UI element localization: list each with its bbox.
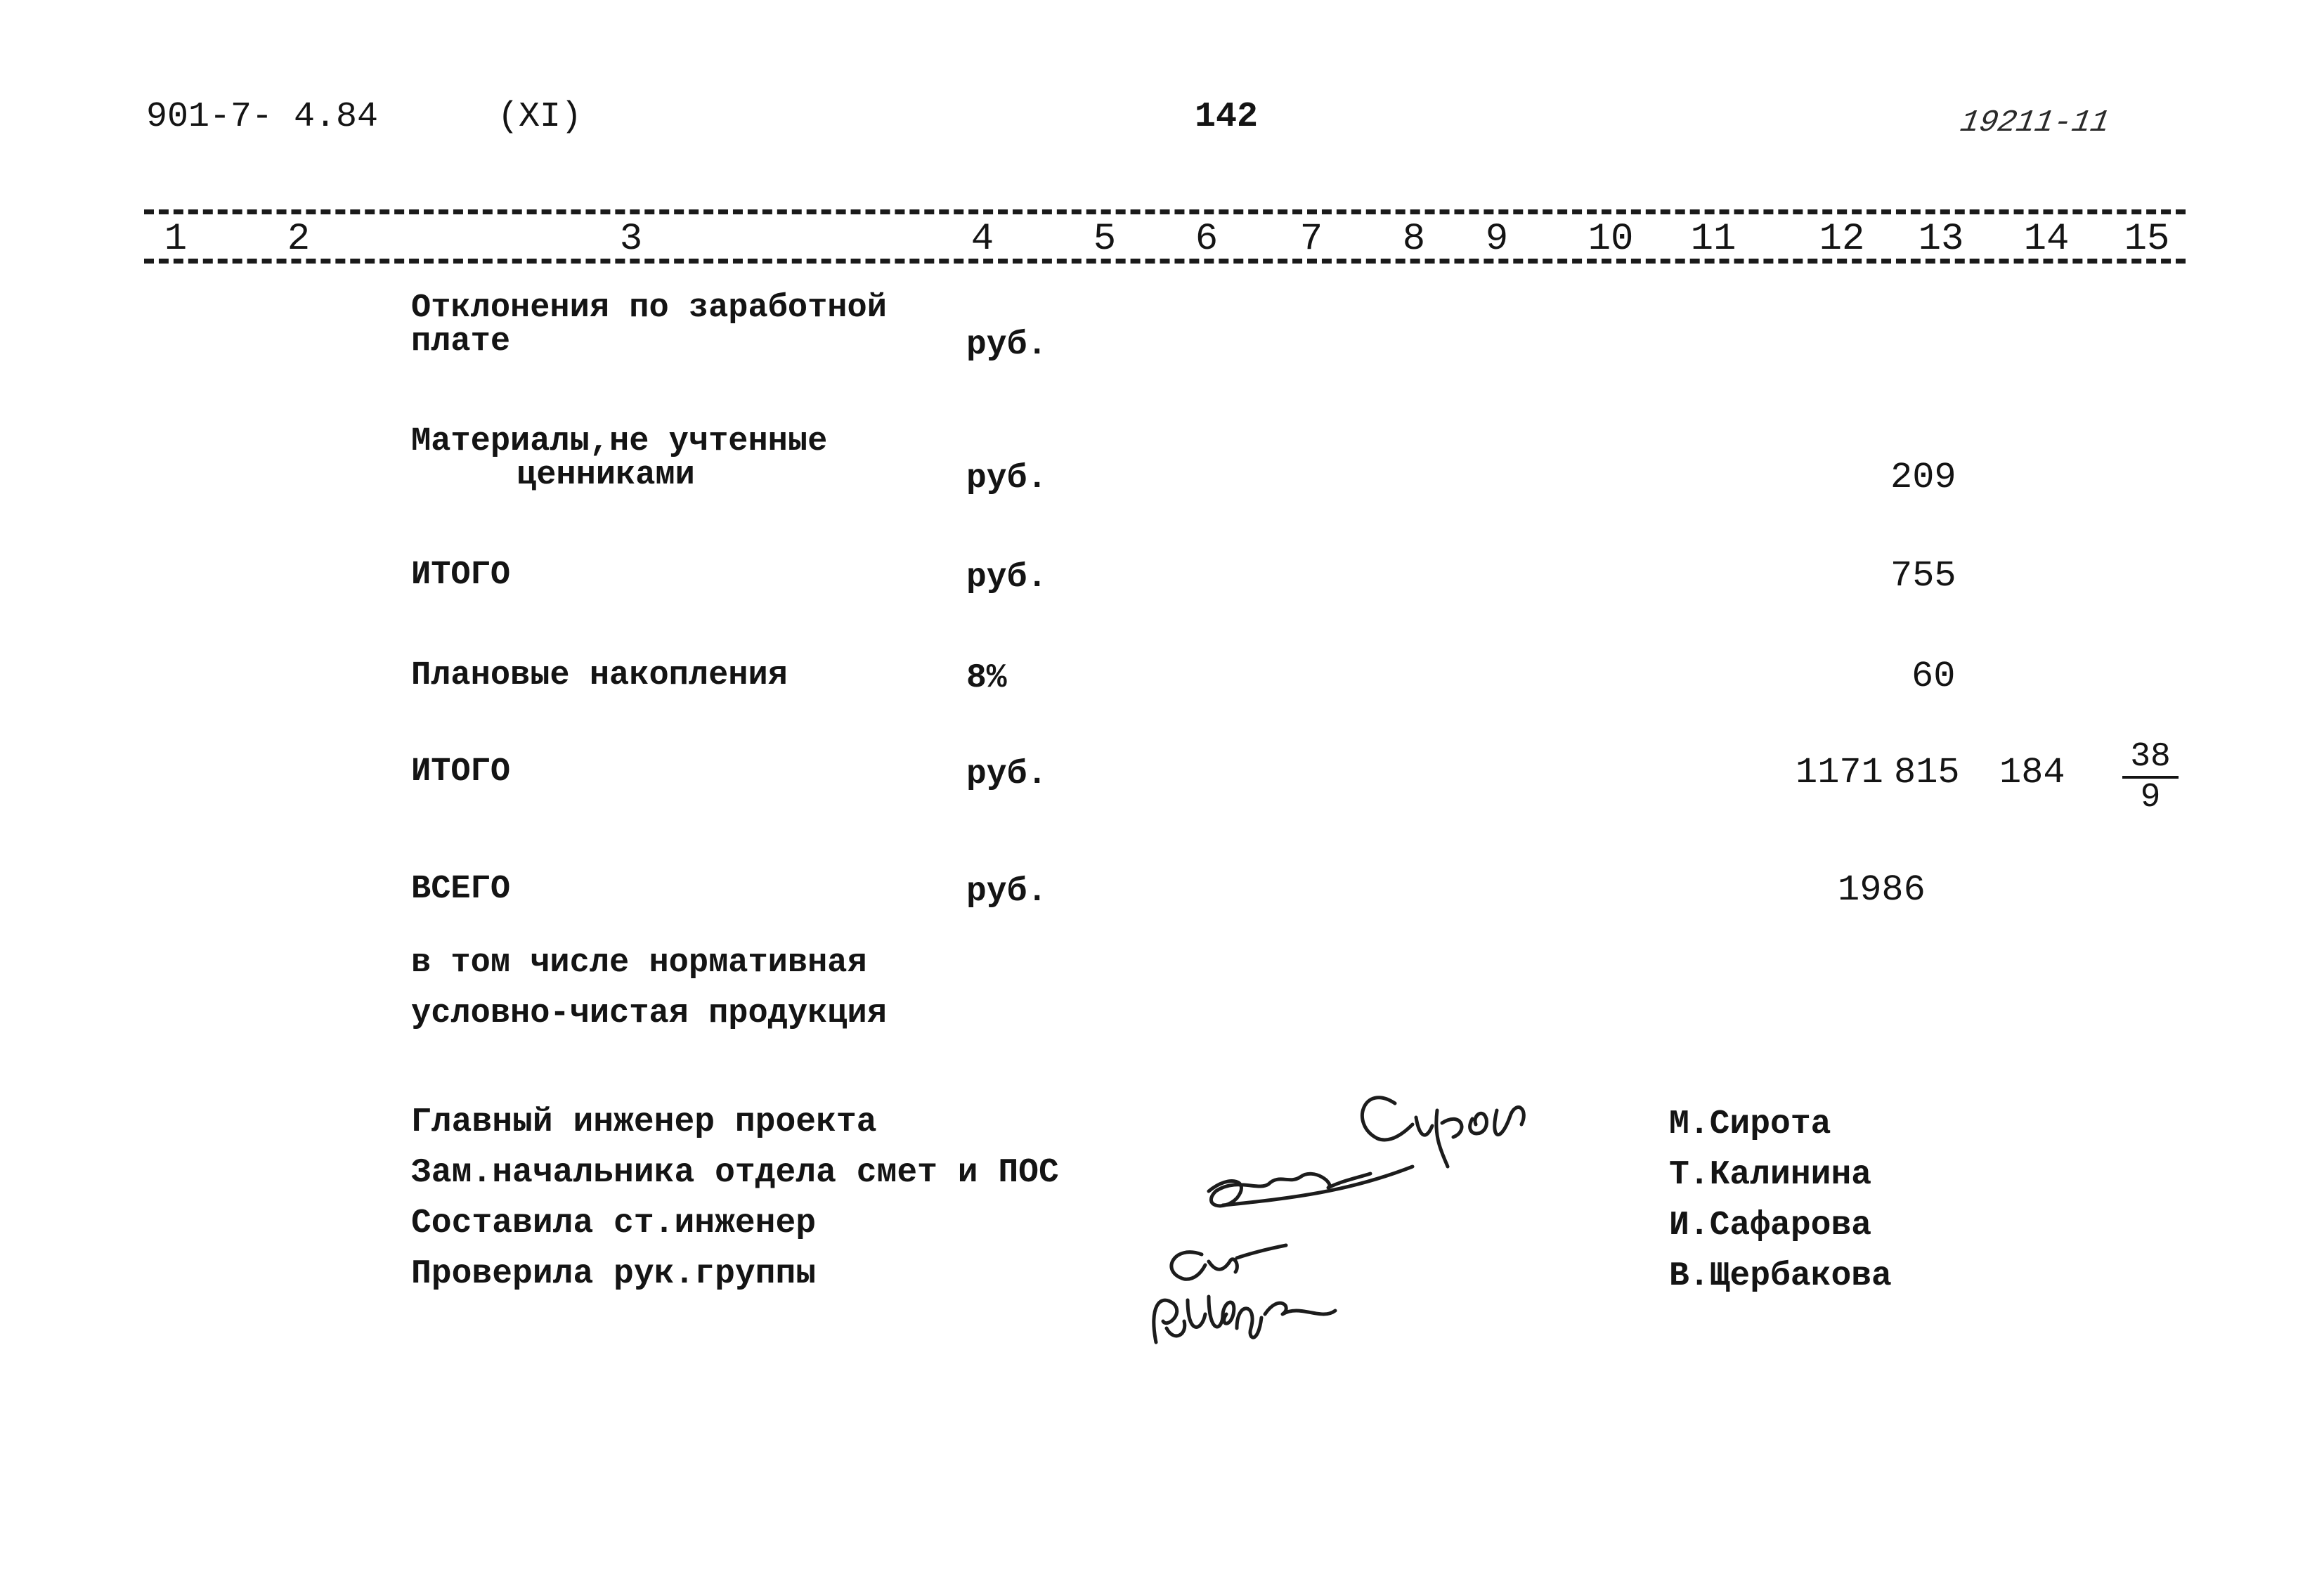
signatory-role: Зам.начальника отдела смет и ПОС xyxy=(411,1154,1059,1192)
cell-value: 815 xyxy=(1894,752,1960,793)
row-label: ИТОГО xyxy=(411,753,511,791)
column-number: 8 xyxy=(1402,218,1426,261)
row-label-line: условно-чистая продукция xyxy=(411,995,887,1032)
cell-value: 209 xyxy=(1890,457,1956,498)
signature-safarova xyxy=(1171,1245,1286,1279)
row-label-line: Материалы,не учтенные xyxy=(411,423,828,460)
column-number: 3 xyxy=(619,218,643,261)
column-number: 5 xyxy=(1093,218,1117,261)
row-label-line: Отклонения по заработной xyxy=(411,290,887,327)
row-label xyxy=(411,292,887,359)
cell-value: 1171 xyxy=(1796,752,1883,793)
column-number: 12 xyxy=(1819,218,1865,261)
cell-value: 184 xyxy=(1999,752,2065,793)
cell-value: 755 xyxy=(1890,555,1956,597)
row-label-line: плате xyxy=(411,323,511,361)
sheet-code: (XI) xyxy=(498,97,583,137)
signatory-role: Главный инженер проекта xyxy=(411,1103,877,1141)
cell-fraction xyxy=(2122,738,2179,817)
row-unit: руб. xyxy=(966,755,1048,793)
cell-value: 60 xyxy=(1911,656,1956,697)
signatory-name: В.Щербакова xyxy=(1669,1257,1892,1295)
row-unit: руб. xyxy=(966,873,1048,911)
column-number: 7 xyxy=(1299,218,1323,261)
column-number: 10 xyxy=(1588,218,1634,261)
column-number: 11 xyxy=(1690,218,1736,261)
signatory-name: Т.Калинина xyxy=(1669,1156,1872,1194)
column-number: 1 xyxy=(164,218,188,261)
signature-kalinina xyxy=(1209,1167,1413,1206)
column-number: 14 xyxy=(2023,218,2070,261)
column-header-top-rule xyxy=(144,209,2186,214)
row-label-line: в том числе нормативная xyxy=(411,945,867,982)
fraction-numerator: 38 xyxy=(2122,738,2179,779)
signatory-role: Проверила рук.группы xyxy=(411,1255,817,1293)
archive-number: 19211-11 xyxy=(1957,105,2112,141)
column-number: 6 xyxy=(1195,218,1219,261)
column-number: 13 xyxy=(1918,218,1964,261)
column-number: 2 xyxy=(287,218,311,261)
fraction-denominator: 9 xyxy=(2140,779,2161,817)
handwritten-signatures xyxy=(1117,1061,1595,1377)
page-number: 142 xyxy=(1195,97,1259,137)
row-label: ВСЕГО xyxy=(411,871,511,908)
cell-value: 1986 xyxy=(1838,869,1926,911)
signature-sirota xyxy=(1362,1098,1524,1167)
column-number: 9 xyxy=(1485,218,1509,261)
row-label xyxy=(411,938,887,1039)
column-header-bottom-rule xyxy=(144,259,2186,264)
document-id: 901-7- 4.84 xyxy=(146,97,379,137)
row-label-line: ценниками xyxy=(517,457,695,494)
column-number: 4 xyxy=(971,218,994,261)
row-unit: 8% xyxy=(966,659,1007,697)
row-label: Плановые накопления xyxy=(411,657,788,694)
signatory-name: М.Сирота xyxy=(1669,1105,1831,1143)
signature-shcherbakova xyxy=(1154,1297,1335,1342)
column-number: 15 xyxy=(2124,218,2170,261)
row-label xyxy=(411,425,827,493)
row-label: ИТОГО xyxy=(411,557,511,594)
signatory-role: Составила ст.инженер xyxy=(411,1205,817,1242)
row-unit: руб. xyxy=(966,559,1048,597)
row-unit: руб. xyxy=(966,326,1048,364)
row-unit: руб. xyxy=(966,460,1048,498)
signatory-name: И.Сафарова xyxy=(1669,1207,1872,1245)
